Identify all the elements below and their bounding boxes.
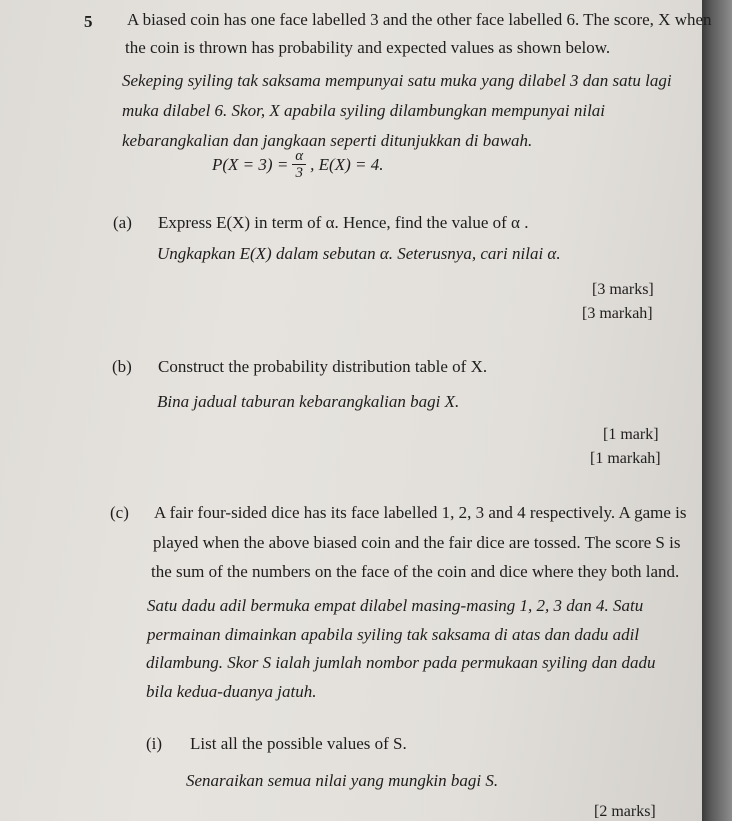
part-c-malay-line-2: permainan dimainkan apabila syiling tak saksama di atas dan dadu adil bbox=[147, 625, 640, 644]
part-c-i-marks-english: [2 marks] bbox=[594, 803, 656, 820]
fraction-numerator: α bbox=[292, 148, 306, 165]
part-b-marks-english: [1 mark] bbox=[603, 426, 659, 443]
fraction-denominator: 3 bbox=[295, 165, 303, 181]
intro-english-line-1: A biased coin has one face labelled 3 and the other face labelled 6. The score, X when bbox=[127, 10, 712, 29]
part-c-malay-line-3: dilambung. Skor S ialah jumlah nombor pada permukaan syiling dan dadu bbox=[146, 653, 656, 672]
intro-malay-line-2: muka dilabel 6. Skor, X apabila syiling dilambungkan mempunyai nilai bbox=[122, 101, 606, 120]
part-a-marks-malay: [3 markah] bbox=[582, 305, 653, 322]
part-c-label: (c) bbox=[110, 503, 129, 522]
part-a-english: Express E(X) in term of α. Hence, find the value of α . bbox=[158, 213, 529, 232]
part-c-malay-line-1: Satu dadu adil bermuka empat dilabel masing-masing 1, 2, 3 dan 4. Satu bbox=[147, 596, 644, 615]
question-number: 5 bbox=[84, 12, 93, 31]
probability-formula bbox=[212, 148, 383, 181]
part-c-i-label: (i) bbox=[146, 734, 163, 753]
part-b-malay: Bina jadual taburan kebarangkalian bagi X. bbox=[157, 392, 460, 411]
part-c-i-english: List all the possible values of S. bbox=[190, 734, 407, 753]
part-c-i-malay: Senaraikan semua nilai yang mungkin bagi S. bbox=[186, 771, 499, 790]
intro-english-line-2: the coin is thrown has probability and expected values as shown below. bbox=[125, 38, 611, 57]
part-b-label: (b) bbox=[112, 357, 132, 376]
formula-left: P(X = 3) = bbox=[212, 154, 289, 174]
part-a-label: (a) bbox=[113, 213, 132, 232]
part-c-english-line-2: played when the above biased coin and the fair dice are tossed. The score S is bbox=[153, 533, 681, 552]
part-c-english-line-3: the sum of the numbers on the face of the coin and dice where they both land. bbox=[151, 562, 680, 581]
part-b-marks-malay: [1 markah] bbox=[590, 450, 661, 467]
part-c-malay-line-4: bila kedua-duanya jatuh. bbox=[146, 682, 317, 701]
part-a-marks-english: [3 marks] bbox=[592, 281, 654, 298]
alpha-over-three-fraction bbox=[292, 148, 306, 181]
formula-right: , E(X) = 4. bbox=[310, 154, 384, 174]
part-c-english-line-1: A fair four-sided dice has its face labelled 1, 2, 3 and 4 respectively. A game is bbox=[154, 503, 687, 522]
part-a-malay: Ungkapkan E(X) dalam sebutan α. Seterusnya, cari nilai α. bbox=[157, 244, 561, 263]
paper-edge-shadow bbox=[702, 0, 732, 821]
intro-malay-line-3: kebarangkalian dan jangkaan seperti ditunjukkan di bawah. bbox=[122, 131, 533, 150]
part-b-english: Construct the probability distribution table of X. bbox=[158, 357, 488, 376]
intro-malay-line-1: Sekeping syiling tak saksama mempunyai satu muka yang dilabel 3 dan satu lagi bbox=[122, 71, 672, 90]
